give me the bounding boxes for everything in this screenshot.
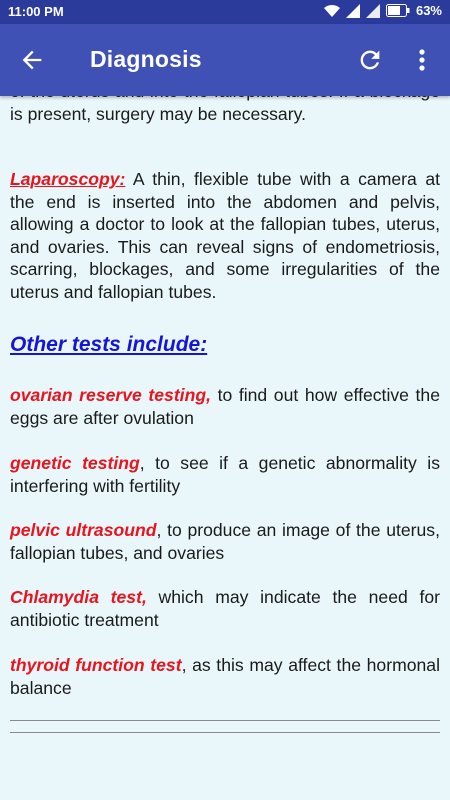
partial-paragraph: is present, surgery may be necessary. <box>10 103 306 124</box>
test-text: which may indicate the need for antibiotic treatment <box>10 587 440 630</box>
test-item-genetic <box>10 452 440 497</box>
app-bar <box>0 24 450 96</box>
test-label: Chlamydia test, <box>10 587 147 607</box>
battery-icon <box>386 4 410 17</box>
wifi-icon <box>324 4 340 18</box>
signal-icon <box>346 4 360 18</box>
laparoscopy-paragraph <box>10 168 440 303</box>
more-options-icon[interactable] <box>410 46 434 74</box>
divider <box>10 720 440 721</box>
other-tests-heading: Other tests include: <box>10 333 208 356</box>
content-scroll[interactable] <box>0 96 450 800</box>
laparoscopy-text: A thin, flexible tube with a camera at the end is inserted into the abdomen and pelvis, allowing a doctor to look at the fallopian tubes, uterus, and ovaries. This can reveal signs of endometriosis, scarring, blockages, and some irregularities of the uterus and fallopian tubes. <box>10 169 440 302</box>
test-label: thyroid function test <box>10 655 182 675</box>
test-text: , to see if a genetic abnormality is interfering with fertility <box>10 453 440 496</box>
test-text: , as this may affect the hormonal balance <box>10 655 440 698</box>
test-text: , to produce an image of the uterus, fallopian tubes, and ovaries <box>10 520 440 563</box>
test-item-pelvic <box>10 519 440 564</box>
divider <box>10 732 440 733</box>
status-icons <box>324 3 442 18</box>
test-label: pelvic ultrasound <box>10 520 157 540</box>
test-item-thyroid <box>10 654 440 699</box>
status-time: 11:00 PM <box>8 4 64 19</box>
signal-icon-2 <box>366 4 380 18</box>
laparoscopy-label: Laparoscopy: <box>10 169 126 189</box>
battery-percent: 63% <box>415 3 442 18</box>
test-text: to find out how effective the eggs are after ovulation <box>10 385 440 428</box>
page-title: Diagnosis <box>90 46 202 72</box>
back-arrow-icon[interactable] <box>18 46 46 74</box>
test-item-chlamydia <box>10 586 440 631</box>
status-bar <box>0 0 450 24</box>
test-label: ovarian reserve testing, <box>10 385 211 405</box>
test-label: genetic testing <box>10 453 140 473</box>
test-item-ovarian <box>10 384 440 429</box>
refresh-icon[interactable] <box>356 46 384 74</box>
